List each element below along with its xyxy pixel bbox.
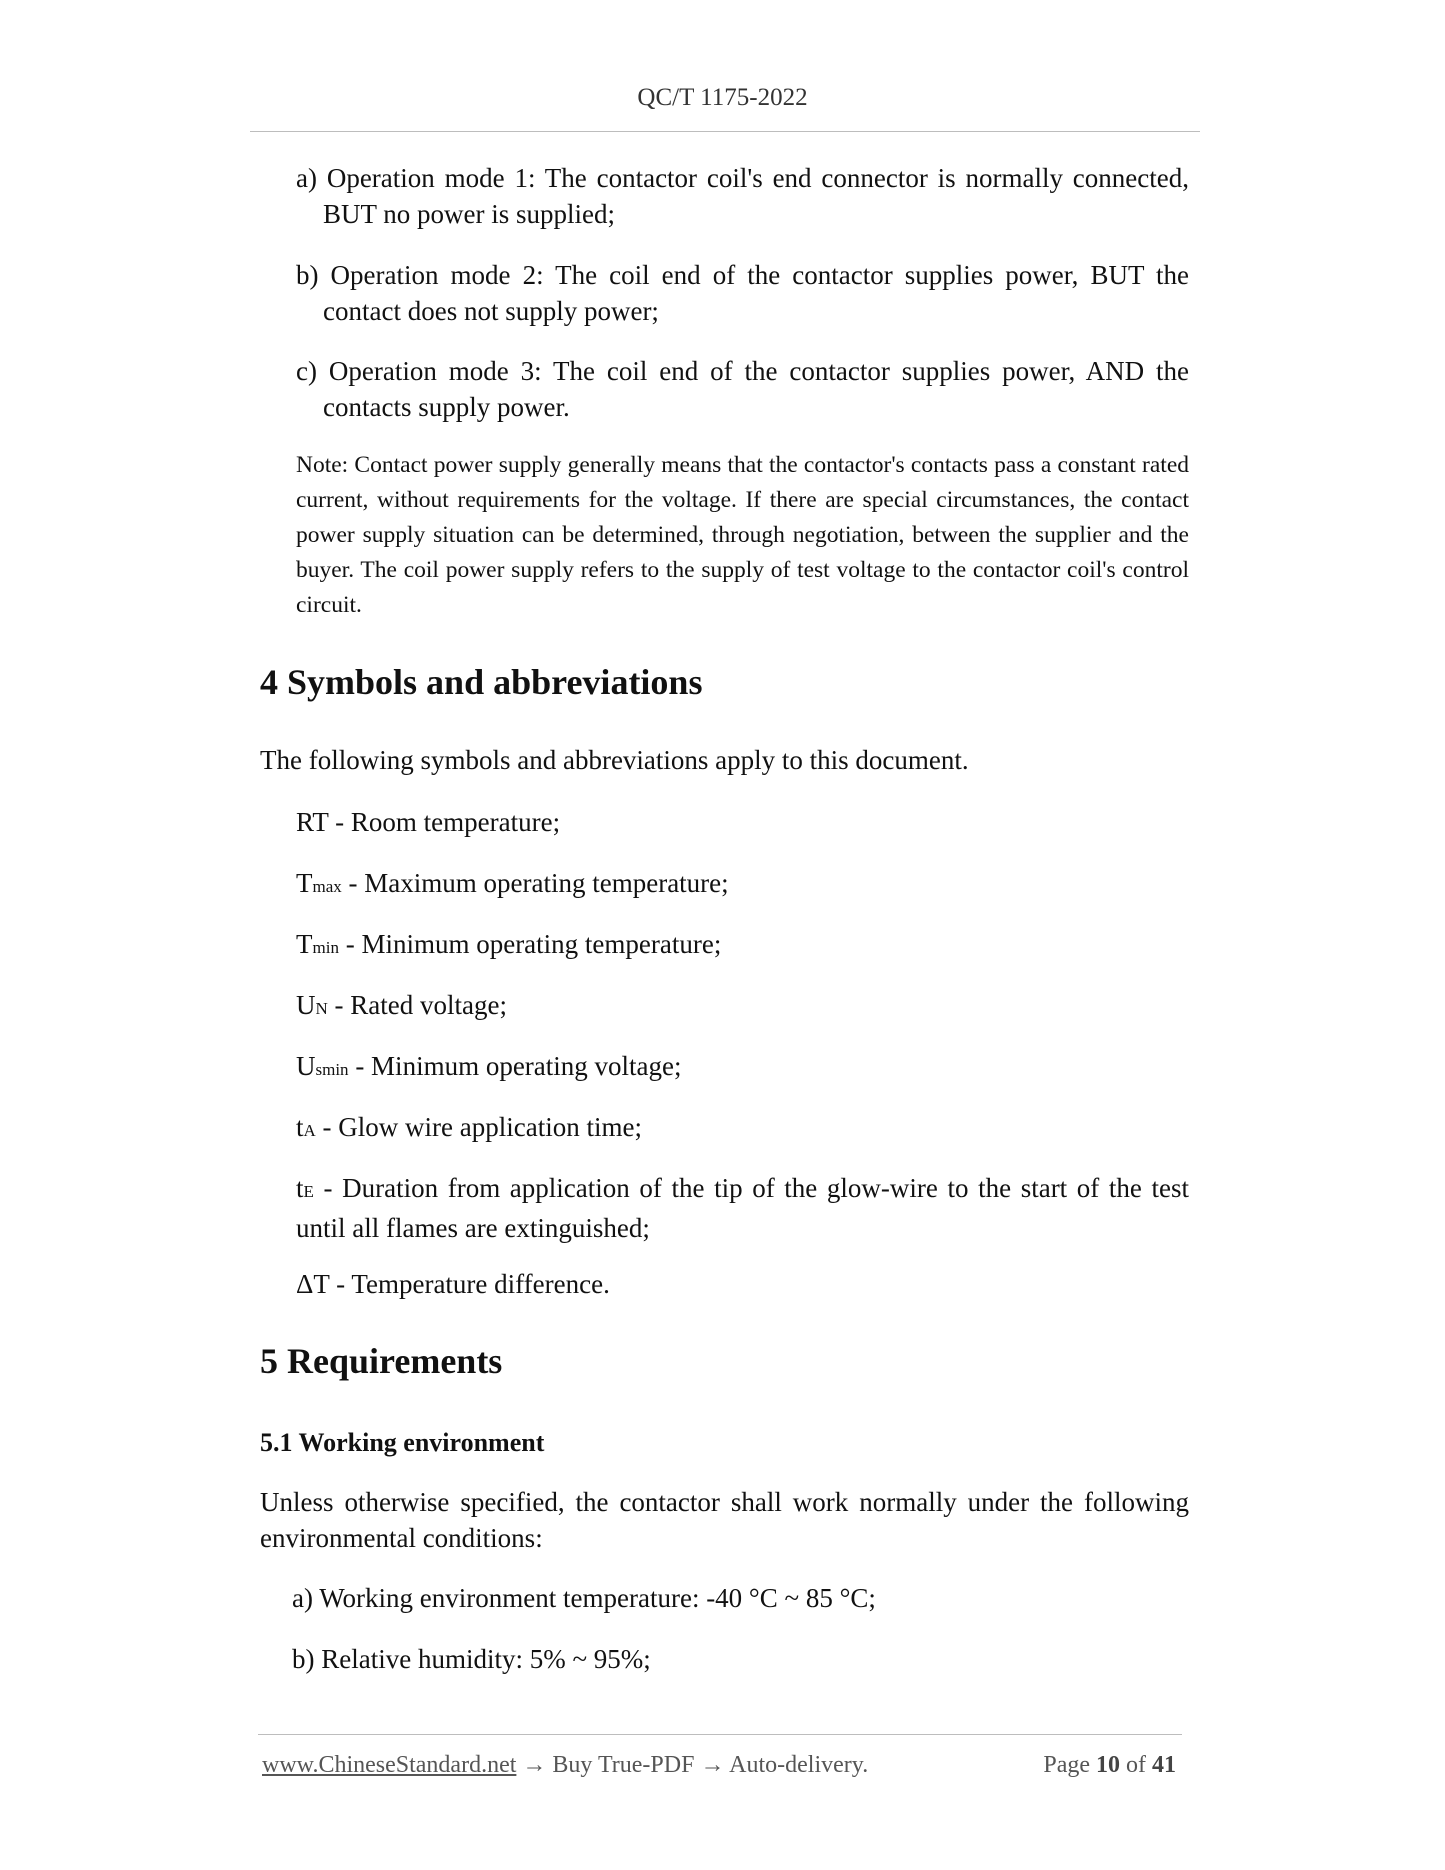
symbol-base: t: [296, 1112, 304, 1142]
symbol-subscript: E: [303, 1182, 314, 1201]
buy-pdf-link: Buy True-PDF: [552, 1752, 695, 1778]
symbol-description: - Duration from application of the tip of the glow-wire to the start of the test until all flames are extinguished;: [296, 1173, 1189, 1243]
symbol-subscript: max: [312, 877, 342, 896]
mode-text: Operation mode 2: The coil end of the contactor supplies power, BUT the contact does not supply power;: [323, 260, 1189, 326]
symbol-item: [296, 1170, 1189, 1246]
of-word: of: [1126, 1752, 1146, 1778]
page-indicator: [1043, 1752, 1176, 1779]
symbol-item: [296, 1266, 1189, 1306]
arrow-icon: →: [522, 1752, 547, 1778]
condition-item: a) Working environment temperature: -40 °C ~ 85 °C;: [292, 1583, 876, 1613]
symbol-item: [296, 1109, 1189, 1149]
symbol-base: t: [296, 1173, 304, 1203]
page-footer: [262, 1752, 1182, 1779]
arrow-icon: →: [700, 1752, 725, 1778]
mode-label: c): [296, 356, 317, 386]
section-4-intro: The following symbols and abbreviations apply to this document.: [260, 745, 969, 775]
condition-item: b) Relative humidity: 5% ~ 95%;: [292, 1644, 651, 1674]
symbol-subscript: smin: [315, 1060, 349, 1079]
symbol-base: U: [296, 990, 316, 1020]
symbol-item: [296, 1048, 1189, 1088]
symbol-description: - Minimum operating temperature;: [338, 929, 722, 959]
mode-item-c: [296, 353, 1189, 425]
symbol-subscript: min: [312, 938, 339, 957]
symbol-description: - Maximum operating temperature;: [341, 868, 729, 898]
symbol-base: U: [296, 1051, 316, 1081]
symbol-item: [296, 987, 1189, 1027]
mode-item-b: [296, 257, 1189, 329]
symbol-description: - Temperature difference.: [329, 1269, 610, 1299]
symbol-base: RT: [296, 807, 329, 837]
symbol-description: - Room temperature;: [328, 807, 561, 837]
symbol-description: - Rated voltage;: [327, 990, 507, 1020]
auto-delivery-text: Auto-delivery.: [729, 1752, 869, 1778]
symbol-base: ΔT: [296, 1269, 330, 1299]
symbol-item: [296, 804, 1189, 844]
symbol-subscript: N: [315, 999, 328, 1018]
symbol-description: - Minimum operating voltage;: [348, 1051, 682, 1081]
symbol-base: T: [296, 929, 313, 959]
symbol-item: [296, 865, 1189, 905]
mode-text: Operation mode 3: The coil end of the contactor supplies power, AND the contacts supply power.: [323, 356, 1189, 422]
symbol-description: - Glow wire application time;: [315, 1112, 642, 1142]
mode-item-a: [296, 160, 1189, 232]
subsection-5-1-heading: 5.1 Working environment: [260, 1428, 545, 1457]
document-code-header: QC/T 1175-2022: [637, 84, 808, 111]
mode-label: a): [296, 163, 317, 193]
page-word: Page: [1043, 1752, 1090, 1778]
mode-text: Operation mode 1: The contactor coil's end connector is normally connected, BUT no power is supplied;: [323, 163, 1189, 229]
footer-divider: [258, 1734, 1182, 1735]
symbol-subscript: A: [303, 1121, 316, 1140]
header-divider: [250, 131, 1200, 132]
symbol-base: T: [296, 868, 313, 898]
subsection-5-1-intro: Unless otherwise specified, the contactor shall work normally under the following environmental conditions:: [260, 1487, 1189, 1553]
note-paragraph: Note: Contact power supply generally means that the contactor's contacts pass a constant rated current, without requirements for the voltage. If there are special circumstances, the contact power supply situation can be determined, through negotiation, between the supplier and the buyer. The coil power supply refers to the supply of test voltage to the contactor coil's control circuit.: [296, 452, 1189, 618]
page-total: 41: [1152, 1752, 1176, 1778]
section-5-heading: 5 Requirements: [260, 1341, 503, 1381]
page-number: 10: [1096, 1752, 1120, 1778]
mode-label: b): [296, 260, 319, 290]
website-link[interactable]: www.ChineseStandard.net: [262, 1752, 517, 1778]
section-4-heading: 4 Symbols and abbreviations: [260, 662, 703, 702]
symbol-item: [296, 926, 1189, 966]
